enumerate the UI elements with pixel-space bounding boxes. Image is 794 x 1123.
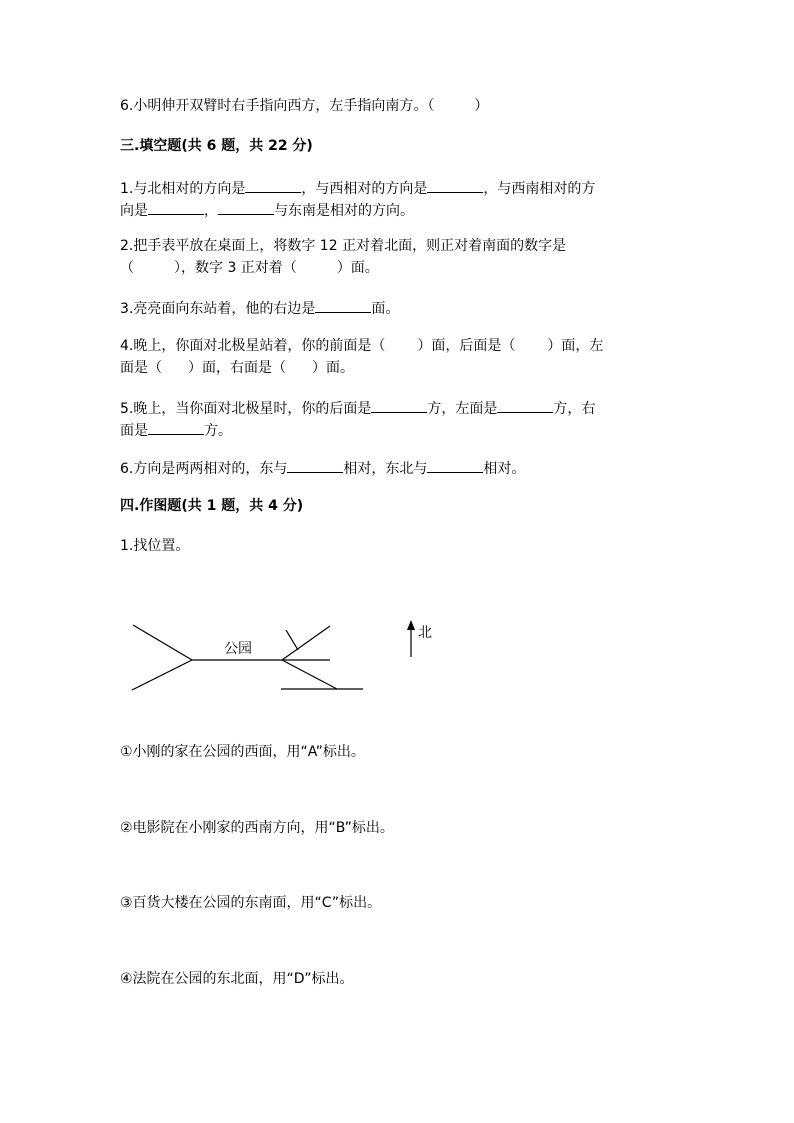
section-3-title: 三.填空题(共 6 题，共 22 分) [120, 138, 313, 154]
task-item-a: ①小刚的家在公园的西面，用“A”标出。 [120, 744, 365, 760]
road-short-branch [286, 630, 298, 650]
drawing-question-1: 1.找位置。 [120, 538, 190, 554]
fill-question-2-line1: 2.把手表平放在桌面上，将数字 12 正对着北面，则正对着南面的数字是 [120, 238, 567, 254]
task-item-d: ④法院在公园的东北面，用“D”标出。 [120, 971, 354, 987]
fill-question-3: 3.亮亮面向东站着，他的右边是 面。 [120, 296, 680, 319]
task-item-c: ③百货大楼在公园的东南面，用“C”标出。 [120, 895, 382, 911]
section-4-title: 四.作图题(共 1 题，共 4 分) [120, 498, 304, 514]
road-southwest [132, 660, 192, 690]
north-arrow-icon [407, 620, 415, 630]
task-item-b: ②电影院在小刚家的西南方向，用“B”标出。 [120, 820, 394, 836]
fill-question-6: 6.方向是两两相对的，东与 相对，东北与 相对。 [120, 456, 680, 479]
question-6-judge: 6.小明伸开双臂时右手指向西方，左手指向南方。（ ） [120, 98, 489, 114]
fill-question-4-line2: 面是（ ）面，右面是（ ）面。 [120, 360, 354, 376]
fill-question-1-line2: 向是 ， 与东南是相对的方向。 [120, 198, 680, 221]
north-label: 北 [418, 625, 432, 641]
fill-question-4-line1: 4.晚上，你面对北极星站着，你的前面是（ ）面，后面是（ ）面，左 [120, 338, 604, 354]
park-label: 公园 [224, 641, 252, 657]
fill-question-2-line2: （ ），数字 3 正对着（ ）面。 [120, 260, 379, 276]
road-northeast [282, 626, 330, 660]
fill-question-1-line1: 1.与北相对的方向是 ，与西相对的方向是 ，与西南相对的方 [120, 176, 680, 199]
fill-question-5-line2: 面是 方。 [120, 418, 680, 441]
road-southeast [282, 660, 337, 689]
road-northwest [133, 625, 192, 660]
fill-question-5-line1: 5.晚上，当你面对北极星时，你的后面是 方，左面是 方，右 [120, 396, 680, 419]
